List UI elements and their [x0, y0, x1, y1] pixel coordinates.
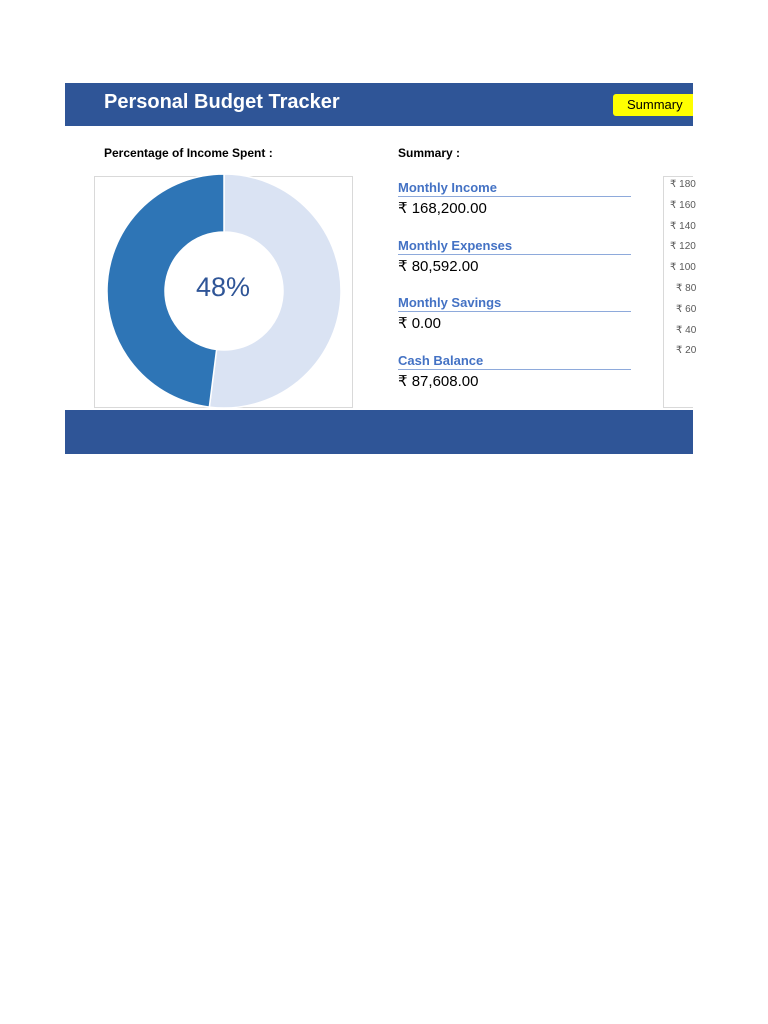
- summary-item-label: Monthly Savings: [398, 295, 631, 312]
- percentage-heading: Percentage of Income Spent :: [104, 146, 273, 160]
- y-axis-tick-label: ₹ 100: [670, 262, 696, 273]
- summary-item-label: Monthly Income: [398, 180, 631, 197]
- y-axis-tick-label: ₹ 160: [670, 200, 696, 211]
- summary-item-monthly-income: [398, 180, 631, 217]
- side-chart-clipped: [663, 176, 697, 408]
- summary-item-monthly-expenses: [398, 238, 631, 275]
- y-axis-tick-label: ₹ 120: [670, 241, 696, 252]
- y-axis-tick-label: ₹ 40: [676, 325, 697, 336]
- app-title: Personal Budget Tracker: [104, 91, 340, 113]
- summary-item-label: Cash Balance: [398, 353, 631, 370]
- y-axis-tick-label: ₹ 60: [676, 304, 697, 315]
- y-axis-tick-label: ₹ 180: [670, 179, 696, 190]
- summary-item-monthly-savings: [398, 295, 631, 332]
- donut-center-percentage: 48%: [195, 272, 251, 302]
- header-bar: [65, 83, 693, 126]
- income-spent-donut-chart: [94, 176, 353, 408]
- summary-heading: Summary :: [398, 146, 461, 160]
- summary-item-value: ₹ 80,592.00: [398, 258, 479, 275]
- footer-bar: [65, 410, 693, 454]
- y-axis-tick-label: ₹ 80: [676, 283, 697, 294]
- summary-tab-button[interactable]: Summary: [613, 94, 693, 116]
- summary-item-value: ₹ 168,200.00: [398, 200, 487, 217]
- y-axis-tick-label: ₹ 140: [670, 221, 696, 232]
- y-axis-tick-label: ₹ 20: [676, 345, 697, 356]
- summary-item-cash-balance: [398, 353, 631, 390]
- summary-item-label: Monthly Expenses: [398, 238, 631, 255]
- summary-item-value: ₹ 0.00: [398, 315, 441, 332]
- summary-item-value: ₹ 87,608.00: [398, 373, 479, 390]
